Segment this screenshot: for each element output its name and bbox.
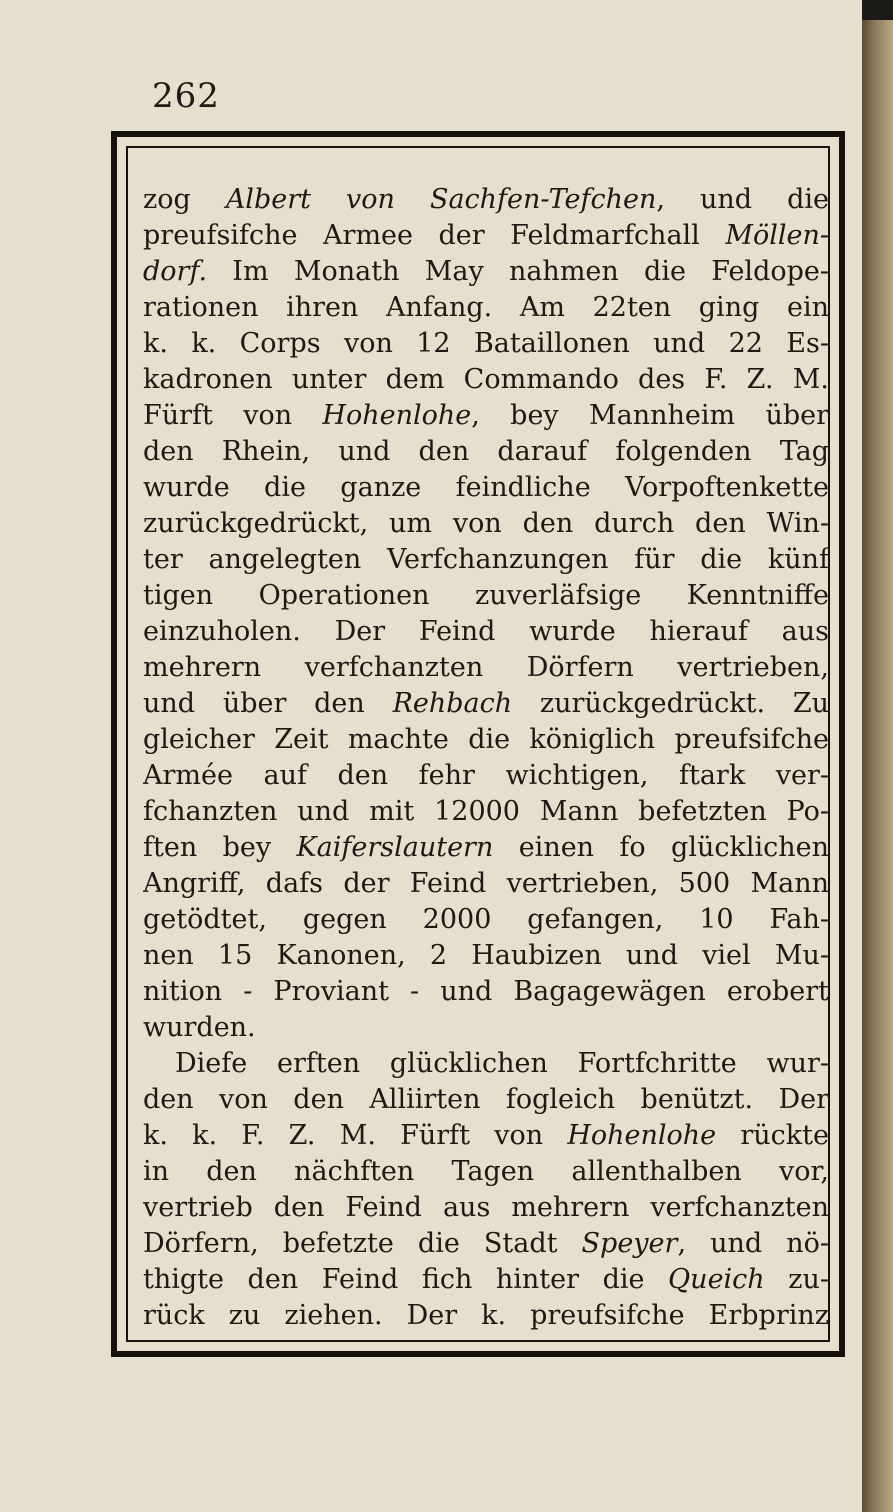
text-segment: fchanzten und mit 12000 Mann befetzten Po- (143, 796, 829, 827)
text-line (143, 794, 829, 830)
text-segment: Fürft von (143, 400, 323, 431)
text-line (143, 938, 829, 974)
text-segment: zog (143, 184, 226, 215)
text-line (143, 1190, 829, 1226)
text-segment: thigte den Feind fich hinter die (143, 1264, 669, 1295)
italic-name: Hohenlohe (567, 1120, 717, 1151)
text-segment: nen 15 Kanonen, 2 Haubizen und viel Mu- (143, 940, 829, 971)
text-line (143, 686, 829, 722)
text-segment: mehrern verfchanzten Dörfern vertrieben, (143, 652, 829, 683)
text-segment: Armée auf den fehr wichtigen, ftark ver- (143, 760, 829, 791)
text-line (143, 1118, 829, 1154)
text-segment: getödtet, gegen 2000 gefangen, 10 Fah- (143, 904, 829, 935)
text-line (143, 362, 829, 398)
text-line (143, 290, 829, 326)
text-segment: rationen ihren Anfang. Am 22ten ging ein (143, 292, 829, 323)
text-line (143, 1082, 829, 1118)
text-line (143, 650, 829, 686)
text-segment: Im Monath May nahmen die Feldope- (207, 256, 829, 287)
italic-name: Queich (668, 1264, 765, 1295)
text-line (143, 722, 829, 758)
text-line (143, 326, 829, 362)
text-segment: , bey Mannheim über (471, 400, 829, 431)
text-segment: , und nö- (677, 1228, 829, 1259)
page-number: 262 (152, 76, 220, 116)
text-segment: ften bey (143, 832, 297, 863)
text-segment: und über den (143, 688, 393, 719)
text-line (143, 434, 829, 470)
text-segment: zurückgedrückt. Zu (512, 688, 829, 719)
italic-name: Speyer (581, 1228, 678, 1259)
text-segment: in den nächften Tagen allenthalben vor, (143, 1156, 829, 1187)
text-segment: nition - Proviant - und Bagagewägen erobert (143, 976, 829, 1007)
text-segment: Dörfern, befetzte die Stadt (143, 1228, 582, 1259)
next-page-edge (862, 20, 893, 1512)
text-segment: Diefe erften glücklichen Fortfchritte wur- (175, 1048, 829, 1079)
italic-name: Rehbach (392, 688, 513, 719)
text-segment: einzuholen. Der Feind wurde hierauf aus (143, 616, 829, 647)
text-segment: k. k. F. Z. M. Fürft von (143, 1120, 568, 1151)
text-line (143, 542, 829, 578)
text-segment: wurde die ganze feindliche Vorpoftenkette (143, 472, 829, 503)
text-segment: Angriff, dafs der Feind vertrieben, 500 Mann (143, 868, 829, 899)
text-line (143, 758, 829, 794)
text-line (143, 1298, 829, 1334)
text-segment: einen fo glücklichen (493, 832, 829, 863)
text-segment: rückte (716, 1120, 829, 1151)
text-line (143, 866, 829, 902)
text-segment: , und die (656, 184, 829, 215)
text-line (143, 398, 829, 434)
text-segment: zurückgedrückt, um von den durch den Win- (143, 508, 829, 539)
text-line (143, 1046, 829, 1082)
text-line (143, 614, 829, 650)
text-line (143, 578, 829, 614)
text-segment: den Rhein, und den darauf folgenden Tag (143, 436, 829, 467)
italic-name: Möllen- (725, 220, 829, 251)
text-line (143, 470, 829, 506)
text-line (143, 254, 829, 290)
text-line (143, 1010, 829, 1046)
text-segment: tigen Operationen zuverläfsige Kenntniffe (143, 580, 829, 611)
text-line (143, 974, 829, 1010)
text-line (143, 506, 829, 542)
italic-name: dorf. (143, 256, 208, 287)
text-segment: wurden. (143, 1012, 256, 1043)
text-segment: gleicher Zeit machte die königlich preufsifche (143, 724, 829, 755)
italic-name: Albert von Sachfen-Tefchen (225, 184, 657, 215)
text-line (143, 1226, 829, 1262)
text-line (143, 902, 829, 938)
text-line (143, 1154, 829, 1190)
text-segment: k. k. Corps von 12 Bataillonen und 22 Es- (143, 328, 829, 359)
italic-name: Kaiferslautern (296, 832, 494, 863)
text-segment: preufsifche Armee der Feldmarfchall (143, 220, 726, 251)
text-segment: kadronen unter dem Commando des F. Z. M. (143, 364, 829, 395)
italic-name: Hohenlohe (322, 400, 472, 431)
text-line (143, 182, 829, 218)
text-line (143, 1262, 829, 1298)
text-segment: den von den Alliirten fogleich benützt. Der (143, 1084, 829, 1115)
text-segment: rück zu ziehen. Der k. preufsifche Erbprinz (143, 1300, 829, 1331)
text-line (143, 218, 829, 254)
text-segment: vertrieb den Feind aus mehrern verfchanzten (143, 1192, 829, 1223)
text-segment: zu- (764, 1264, 829, 1295)
text-segment: ter angelegten Verfchanzungen für die künf (143, 544, 829, 575)
text-line (143, 830, 829, 866)
